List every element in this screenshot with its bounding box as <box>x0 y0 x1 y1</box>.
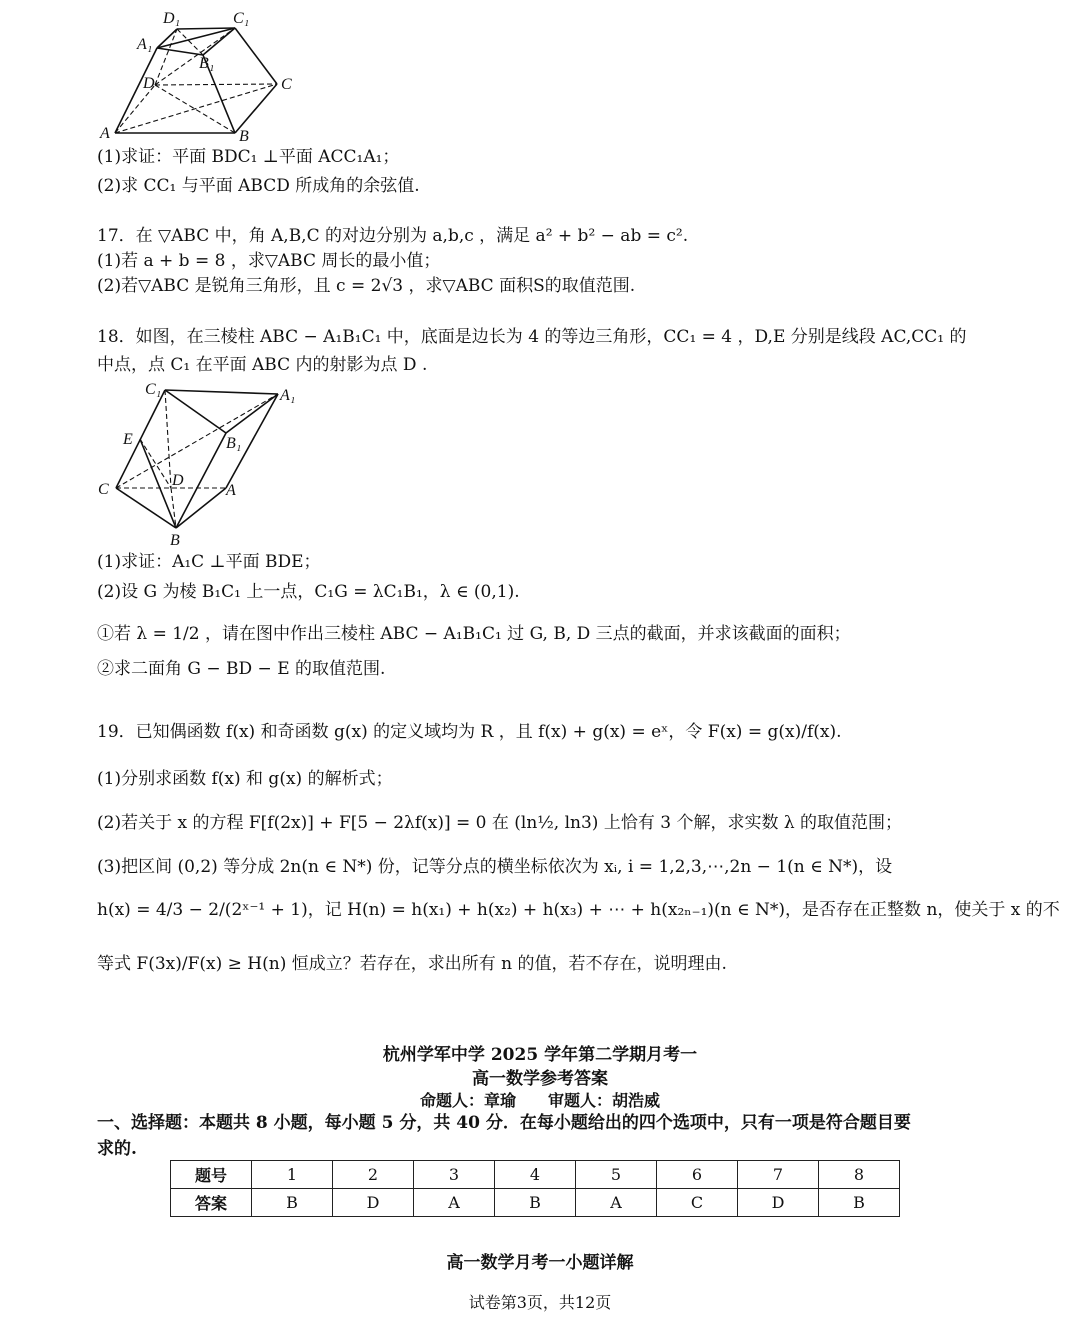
question-number: 7 <box>738 1161 819 1189</box>
q18-part1: (1)求证：A₁C ⊥平面 BDE； <box>97 552 321 572</box>
label-D1: D₁ <box>163 10 181 27</box>
label-B1: B₁ <box>199 55 215 72</box>
table-row-answers <box>171 1189 900 1217</box>
answer-cell: B <box>252 1189 333 1217</box>
label-E: E <box>123 431 133 448</box>
answer-cell: A <box>414 1189 495 1217</box>
question-number: 8 <box>819 1161 900 1189</box>
question-number: 5 <box>576 1161 657 1189</box>
q16-part2: (2)求 CC₁ 与平面 ABCD 所成角的余弦值. <box>97 176 420 196</box>
q19-part1: (1)分别求函数 f(x) 和 g(x) 的解析式； <box>97 769 393 789</box>
answer-cell: A <box>576 1189 657 1217</box>
q19-part3-line1: (3)把区间 (0,2) 等分成 2n(n ∈ N*) 份，记等分点的横坐标依次为 xᵢ, i = 1,2,3,⋯,2n − 1(n ∈ N*)，设 <box>97 857 893 877</box>
answer-authors: 命题人：章瑜 审题人：胡浩威 <box>419 1091 660 1110</box>
answer-cell: C <box>657 1189 738 1217</box>
label-B: B <box>239 128 249 145</box>
q17-part1: (1)若 a + b = 8 ，求▽ABC 周长的最小值； <box>97 251 441 271</box>
q19-part3-line2: h(x) = 4/3 − 2/(2ˣ⁻¹ + 1)，记 H(n) = h(x₁) + h(x₂) + h(x₃) + ⋯ + h(x₂ₙ₋₁)(n ∈ N*)，是否存在正整数 n，使关于 x 的不 <box>97 900 1060 920</box>
label-B: B <box>170 532 180 548</box>
label-D: D <box>143 75 155 92</box>
section1-heading <box>97 1110 987 1162</box>
detail-title: 高一数学月考一小题详解 <box>446 1253 634 1273</box>
answer-cell: B <box>495 1189 576 1217</box>
section1-line2: 求的. <box>97 1139 137 1159</box>
answer-cell: D <box>738 1189 819 1217</box>
answer-table <box>170 1160 900 1217</box>
label-B1: B₁ <box>226 435 242 452</box>
label-A: A <box>100 125 110 142</box>
q18-stem-line1: 18．如图，在三棱柱 ABC − A₁B₁C₁ 中，底面是边长为 4 的等边三角形，CC₁ = 4 ，D,E 分别是线段 AC,CC₁ 的 <box>97 327 967 347</box>
question-number: 6 <box>657 1161 738 1189</box>
q19-part3-line3: 等式 F(3x)/F(x) ≥ H(n) 恒成立？若存在，求出所有 n 的值，若不存在，说明理由. <box>97 954 727 974</box>
page-footer: 试卷第3页，共12页 <box>468 1293 612 1312</box>
label-C: C <box>281 76 292 93</box>
figure-frustum <box>95 5 315 145</box>
question-number: 2 <box>333 1161 414 1189</box>
row-label-answer: 答案 <box>171 1189 252 1217</box>
q17-part2: (2)若▽ABC 是锐角三角形，且 c = 2√3 ，求▽ABC 面积S的取值范围. <box>97 276 636 296</box>
label-C1: C₁ <box>233 10 250 27</box>
answer-subtitle: 高一数学参考答案 <box>472 1069 608 1089</box>
question-number: 1 <box>252 1161 333 1189</box>
section1-line1: 一、选择题：本题共 8 小题，每小题 5 分，共 40 分．在每小题给出的四个选项中，只有一项是符合题目要 <box>97 1113 911 1133</box>
q17-stem: 17．在 ▽ABC 中，角 A,B,C 的对边分别为 a,b,c ，满足 a² + b² − ab = c². <box>97 226 689 246</box>
label-A: A <box>226 482 236 499</box>
answer-cell: B <box>819 1189 900 1217</box>
q18-part2: (2)设 G 为棱 B₁C₁ 上一点，C₁G = λC₁B₁，λ ∈ (0,1). <box>97 582 520 602</box>
q16-part1: (1)求证：平面 BDC₁ ⊥平面 ACC₁A₁； <box>97 147 400 167</box>
answer-cell: D <box>333 1189 414 1217</box>
label-C: C <box>98 481 109 498</box>
question-number: 3 <box>414 1161 495 1189</box>
label-A1: A₁ <box>137 36 153 53</box>
table-row-numbers <box>171 1161 900 1189</box>
label-A1: A₁ <box>280 387 296 404</box>
q19-stem: 19．已知偶函数 f(x) 和奇函数 g(x) 的定义域均为 R ，且 f(x) + g(x) = eˣ，令 F(x) = g(x)/f(x). <box>97 722 842 742</box>
label-D: D <box>172 472 184 489</box>
figure-prism <box>92 378 312 548</box>
q19-part2: (2)若关于 x 的方程 F[f(2x)] + F[5 − 2λf(x)] = 0 在 (ln½, ln3) 上恰有 3 个解，求实数 λ 的取值范围； <box>97 813 903 833</box>
answer-school-title: 杭州学军中学 2025 学年第二学期月考一 <box>382 1045 698 1065</box>
question-number: 4 <box>495 1161 576 1189</box>
q18-case1: ①若 λ = 1/2 ，请在图中作出三棱柱 ABC − A₁B₁C₁ 过 G, B, D 三点的截面，并求该截面的面积； <box>97 624 851 644</box>
q18-case2: ②求二面角 G − BD − E 的取值范围. <box>97 659 386 679</box>
q18-stem-line2: 中点，点 C₁ 在平面 ABC 内的射影为点 D . <box>97 355 428 375</box>
label-C1: C₁ <box>145 381 162 398</box>
row-label-number: 题号 <box>171 1161 252 1189</box>
